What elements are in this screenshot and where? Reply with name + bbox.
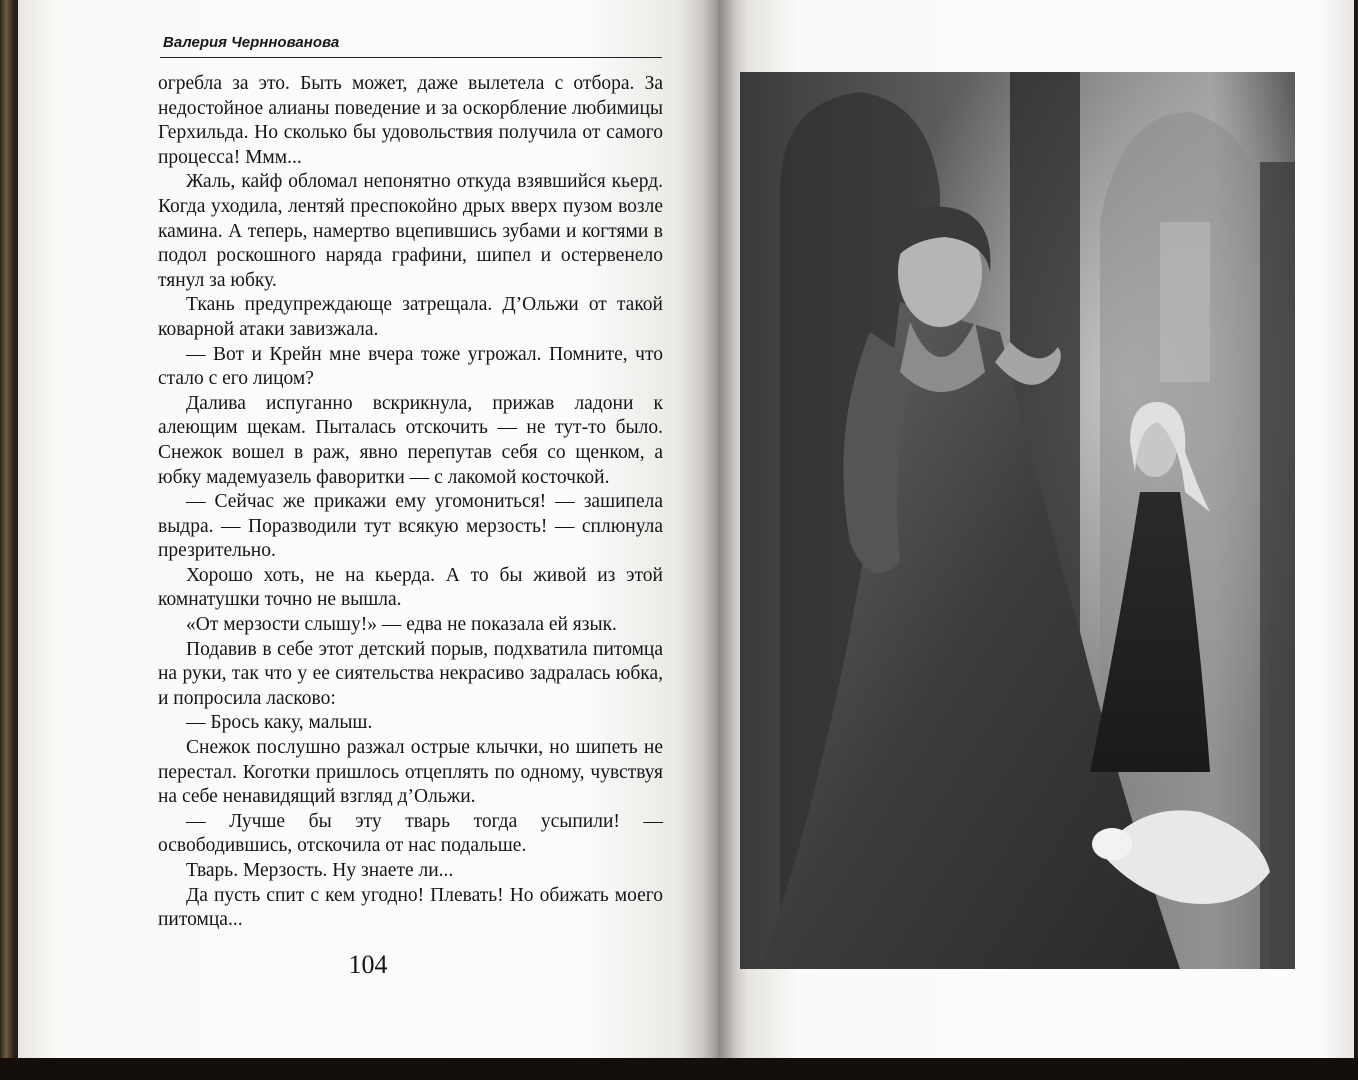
page-number: 104 bbox=[348, 950, 388, 979]
paragraph: Жаль, кайф обломал непонятно откуда взявшийся кьерд. Когда уходила, лентяй преспокойно дрых вверх пузом возле камина. А теперь, намертво вцепившись зубами и когтями в подол роскошного наряда графини, шипел и остервенело тянул за юбку. bbox=[158, 171, 663, 291]
paragraph: Снежок послушно разжал острые клычки, но шипеть не перестал. Коготки пришлось отцеплять по одному, чувствуя на себе ненавидящий взгляд д’Ольжи. bbox=[158, 737, 663, 808]
paragraph: — Брось каку, малыш. bbox=[186, 712, 373, 734]
body-text bbox=[158, 72, 663, 933]
illustration-two-women-in-gowns bbox=[740, 72, 1295, 969]
paragraph: «От мерзости слышу!» — едва не показала ей язык. bbox=[186, 614, 617, 636]
book-gutter-shadow bbox=[702, 0, 736, 1058]
paragraph: огребла за это. Быть может, даже вылетела с отбора. За недостойное алианы поведение и за оскорбление любимицы Герхильда. Но сколько бы удовольствия получила от самого процесса! Ммм... bbox=[158, 73, 663, 168]
left-page bbox=[18, 0, 718, 1058]
window bbox=[1160, 222, 1210, 382]
paragraph: Подавив в себе этот детский порыв, подхватила питомца на руки, так что у ее сиятельства некрасиво задралась юбка, и попросила ласково: bbox=[158, 638, 663, 709]
column-right bbox=[1260, 162, 1295, 969]
paragraph: Ткань предупреждающе затрещала. Д’Ольжи от такой коварной атаки завизжала. bbox=[158, 294, 663, 340]
paragraph: Далива испуганно вскрикнула, прижав ладони к алеющим щекам. Пыталась отскочить — не тут-то было. Снежок вошел в раж, явно перепутав себя со щенком, а юбку мадемуазель фаворитки — с лакомой косточкой. bbox=[158, 392, 663, 488]
paragraph: — Вот и Крейн мне вчера тоже угрожал. Помните, что стало с его лицом? bbox=[158, 343, 663, 390]
header-rule bbox=[160, 57, 662, 58]
paragraph: Тварь. Мерзость. Ну знаете ли... bbox=[186, 860, 454, 881]
paragraph: Хорошо хоть, не на кьерда. А то бы живой из этой комнатушки точно не вышла. bbox=[158, 564, 663, 611]
paragraph: — Лучше бы эту тварь тогда усыпили! — освободившись, отскочила от нас подальше. bbox=[158, 810, 663, 857]
cat-head bbox=[1092, 828, 1132, 860]
running-head-author: Валерия Черннованова bbox=[163, 34, 340, 51]
paragraph: Да пусть спит с кем угодно! Плевать! Но обижать моего питомца... bbox=[158, 884, 663, 931]
bottom-shadow bbox=[0, 1058, 1358, 1080]
paragraph: — Сейчас же прикажи ему угомониться! — зашипела выдра. — Поразводили тут всякую мерзость! — сплюнула презрительно. bbox=[158, 491, 663, 562]
